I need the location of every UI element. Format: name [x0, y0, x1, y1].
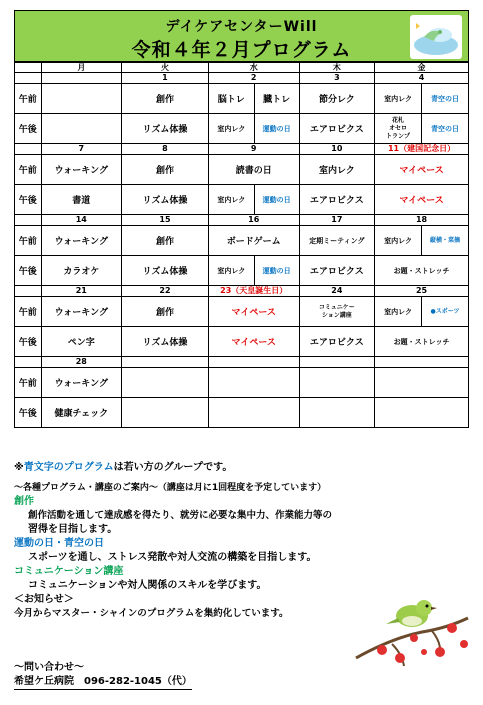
- date-cell: 2: [208, 73, 299, 84]
- date-cell: 7: [41, 144, 122, 155]
- contact-section: [14, 661, 192, 690]
- am-row: [15, 226, 469, 256]
- date-row: [15, 357, 469, 368]
- program-cell: マイペース: [375, 185, 469, 215]
- bird-logo-icon: [410, 15, 462, 59]
- program-cell: 脳トレ: [208, 84, 254, 114]
- program-cell: ●スポーツ: [422, 297, 469, 327]
- program-cell: エアロビクス: [299, 114, 374, 144]
- program-cell: カラオケ: [41, 256, 122, 286]
- program-cell: リズム体操: [122, 256, 209, 286]
- contact-title: ～問い合わせ～: [14, 662, 84, 673]
- program-cell: リズム体操: [122, 185, 209, 215]
- pm-label: 午後: [15, 256, 42, 286]
- program-cell: マイペース: [375, 155, 469, 185]
- date-cell: 9: [208, 144, 299, 155]
- date-cell: 3: [299, 73, 374, 84]
- pm-label: 午後: [15, 398, 42, 428]
- pm-row: [15, 185, 469, 215]
- program-cell: [41, 114, 122, 144]
- am-label: 午前: [15, 297, 42, 327]
- program-cell: 室内レク: [208, 256, 254, 286]
- item-title-creative: 創作: [14, 496, 34, 507]
- am-label: 午前: [15, 368, 42, 398]
- bird-on-plum-branch-icon: [352, 588, 470, 668]
- center-name: デイケアセンターWill: [165, 19, 318, 35]
- header-banner: [14, 10, 469, 62]
- date-cell: 16: [208, 215, 299, 226]
- pm-row: [15, 256, 469, 286]
- pm-row: [15, 398, 469, 428]
- pm-label: 午後: [15, 114, 42, 144]
- program-cell: 花札 オセロ トランプ: [375, 114, 422, 144]
- program-cell: リズム体操: [122, 114, 209, 144]
- program-cell: 運動の日: [254, 114, 299, 144]
- date-cell: 18: [375, 215, 469, 226]
- program-cell: 室内レク: [299, 155, 374, 185]
- date-cell: 14: [41, 215, 122, 226]
- am-row: [15, 155, 469, 185]
- contact-line: 希望ケ丘病院 096-282-1045（代）: [14, 675, 192, 690]
- date-row: [15, 286, 469, 297]
- weekday-mon: 月: [41, 63, 122, 73]
- pm-row: [15, 327, 469, 357]
- program-cell: コミュニケー ション講座: [299, 297, 374, 327]
- program-cell: ボードゲーム: [208, 226, 299, 256]
- notes-section: ※青文字のプログラムは若い方のグループです。 ～各種プログラム・講座のご案内～（講座は月に1回程度を予定しています） 創作 創作活動を通して達成感を得たり、就労に必要な集中力、作業能力等の 習得を目指します。 運動の日・青空の日 スポーツを通し、ストレス発散や対人交流の構築を目指します。 コミュニケーション講座 コミュニケーションや対人関係のスキルを学びます。 ＜お知らせ＞ 今月からマスター・シャインのプログラムを集約化しています。: [14, 461, 469, 621]
- date-cell: 8: [122, 144, 209, 155]
- date-cell: [41, 73, 122, 84]
- weekday-fri: 金: [375, 63, 469, 73]
- page-title: 令和４年２月プログラム: [131, 39, 352, 61]
- program-cell: 室内レク: [375, 297, 422, 327]
- program-cell: 創作: [122, 226, 209, 256]
- weekday-thu: 木: [299, 63, 374, 73]
- program-cell: 創作: [122, 155, 209, 185]
- program-cell: エアロビクス: [299, 327, 374, 357]
- weekday-wed: 水: [208, 63, 299, 73]
- am-row: [15, 368, 469, 398]
- program-cell: 健康チェック: [41, 398, 122, 428]
- program-cell: 室内レク: [208, 185, 254, 215]
- program-cell: 室内レク: [208, 114, 254, 144]
- program-cell: リズム体操: [122, 327, 209, 357]
- program-cell: 運動の日: [254, 256, 299, 286]
- program-cell: お題・ストレッチ: [375, 327, 469, 357]
- date-cell: 22: [122, 286, 209, 297]
- program-cell: 室内レク: [375, 226, 422, 256]
- program-cell: ウォーキング: [41, 226, 122, 256]
- program-cell: ウォーキング: [41, 155, 122, 185]
- program-cell: ペン字: [41, 327, 122, 357]
- pm-row: [15, 114, 469, 144]
- date-cell: 17: [299, 215, 374, 226]
- program-cell: 青空の日: [422, 84, 469, 114]
- date-cell: 1: [122, 73, 209, 84]
- program-cell: 書道: [41, 185, 122, 215]
- program-cell: エアロビクス: [299, 256, 374, 286]
- date-row: [15, 144, 469, 155]
- am-row: [15, 297, 469, 327]
- program-cell: 青空の日: [422, 114, 469, 144]
- program-cell: ウォーキング: [41, 297, 122, 327]
- program-cell: 定期ミーティング: [299, 226, 374, 256]
- date-cell: 21: [41, 286, 122, 297]
- date-cell: 28: [41, 357, 122, 368]
- weekday-tue: 火: [122, 63, 209, 73]
- date-row: [15, 215, 469, 226]
- program-cell: 創作: [122, 84, 209, 114]
- item-title-communication: コミュニケーション講座: [14, 566, 124, 577]
- notice-title: ＜お知らせ＞: [14, 594, 74, 605]
- guide-title: ～各種プログラム・講座のご案内～（講座は月に1回程度を予定しています）: [14, 483, 327, 493]
- date-cell: 15: [122, 215, 209, 226]
- weekday-header-row: [15, 63, 469, 73]
- date-cell: 4: [375, 73, 469, 84]
- program-cell: エアロビクス: [299, 185, 374, 215]
- group-note: ※青文字のプログラムは若い方のグループです。: [14, 462, 233, 473]
- program-cell: 創作: [122, 297, 209, 327]
- program-cell: 臓トレ: [254, 84, 299, 114]
- am-label: 午前: [15, 226, 42, 256]
- program-cell: ウォーキング: [41, 368, 122, 398]
- date-cell: 10: [299, 144, 374, 155]
- program-cell: [41, 84, 122, 114]
- program-cell: 読書の日: [208, 155, 299, 185]
- am-label: 午前: [15, 155, 42, 185]
- program-cell: 縦横・菜摘: [422, 226, 469, 256]
- date-cell: 25: [375, 286, 469, 297]
- program-cell: お題・ストレッチ: [375, 256, 469, 286]
- item-title-sports: 運動の日・青空の日: [14, 538, 104, 549]
- program-cell: マイペース: [208, 297, 299, 327]
- date-cell-holiday: 11（建国記念日）: [375, 144, 469, 155]
- pm-label: 午後: [15, 327, 42, 357]
- program-cell: 運動の日: [254, 185, 299, 215]
- program-cell: 室内レク: [375, 84, 422, 114]
- program-cell: 節分レク: [299, 84, 374, 114]
- pm-label: 午後: [15, 185, 42, 215]
- program-cell: マイペース: [208, 327, 299, 357]
- date-cell-holiday: 23（天皇誕生日）: [208, 286, 299, 297]
- program-calendar: [14, 62, 469, 428]
- am-label: 午前: [15, 84, 42, 114]
- am-row: [15, 84, 469, 114]
- date-cell: 24: [299, 286, 374, 297]
- date-row: [15, 73, 469, 84]
